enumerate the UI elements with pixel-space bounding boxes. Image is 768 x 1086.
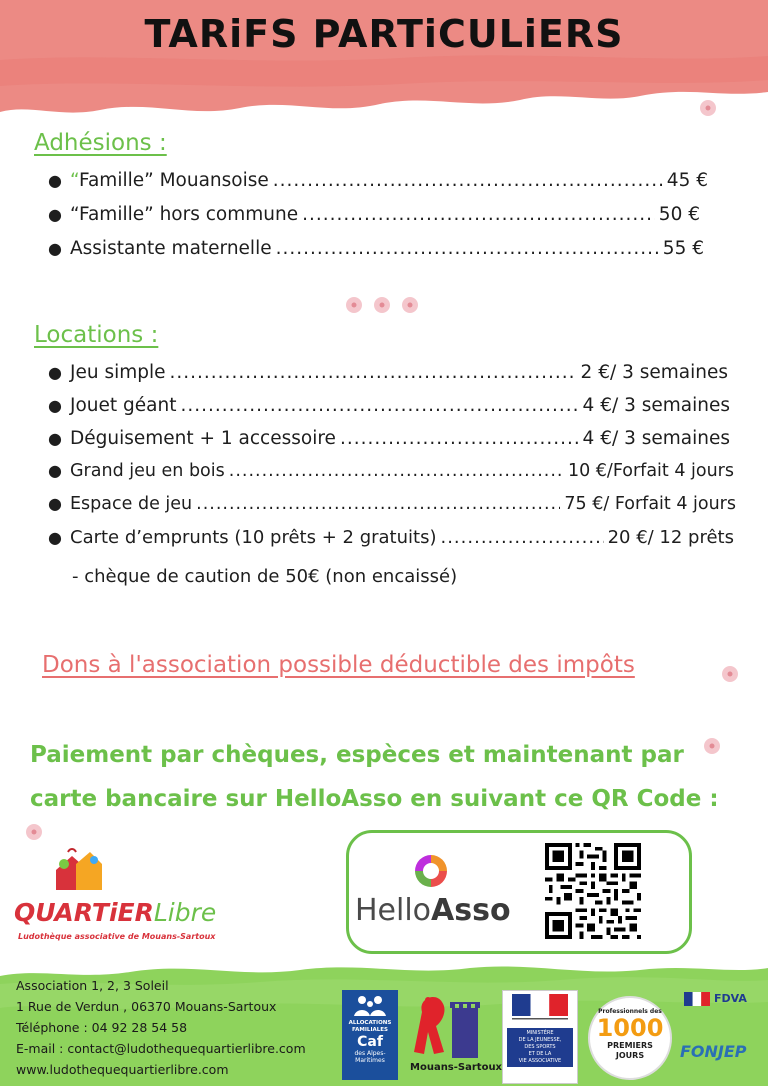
quartier-libre-logo [14,846,217,946]
logo-word-2: Libre [153,898,217,927]
price: 4 €/ 3 semaines [582,428,730,449]
list-item: ● Espace de jeu ..... 75 €/ Forfait 4 jours [48,494,736,527]
association-name: Association 1, 2, 3 Soleil [16,978,169,993]
flowers-divider-icon [340,294,420,316]
helloasso-hello: Hello [355,893,432,928]
leader-dots [229,461,564,481]
flag-icon [684,992,710,1012]
flower-icon [698,98,718,118]
flower-icon [720,664,740,684]
helloasso-asso: Asso [431,893,511,928]
leader-dots [302,204,655,225]
leader-dots [340,428,579,449]
leader-dots [276,238,659,259]
deposit-note: - chèque de caution de 50€ (non encaissé) [72,566,458,587]
helloasso-logo-icon [411,851,451,891]
leader-dots [273,170,663,191]
list-item: ● “Famille” Mouansoise ..... 45 € [48,170,708,204]
house-icon [46,846,106,894]
mouans-sartoux-logo: Mouans-Sartoux [410,992,490,1082]
leader-dots [196,494,560,514]
price: 2 €/ 3 semaines [580,362,728,383]
address: 1 Rue de Verdun , 06370 Mouans-Sartoux [16,999,277,1014]
list-item: ● Jouet géant ..... 4 €/ 3 semaines [48,395,730,428]
list-item: ● Assistante maternelle ..... 55 € [48,238,704,272]
phone[interactable]: Téléphone : 04 92 28 54 58 [16,1020,188,1035]
email[interactable]: E-mail : contact@ludothequequartierlibre.com [16,1041,306,1056]
leader-dots [440,527,603,548]
donation-note: Dons à l'association possible déductible des impôts [42,652,635,678]
helloasso-box [346,830,692,954]
premiers-jours-logo: Professionnels des 1000 PREMIERS JOURS [588,996,672,1080]
page-title: TARiFS PARTiCULiERS [144,12,624,56]
price: 75 €/ Forfait 4 jours [564,494,736,514]
locations-list [48,362,734,593]
price: 50 € [658,204,700,225]
list-item: ● Déguisement + 1 accessoire ..... 4 €/ 3 semaines [48,428,730,461]
fdva-fonjep-logos: FDVA FONJEP [680,992,747,1061]
logo-word-1: QUARTiER [14,898,154,927]
price: 55 € [662,238,704,259]
ministere-logo: MINISTÈRE DE LA JEUNESSE, DES SPORTS ET DE LA VIE ASSOCIATIVE [502,990,578,1084]
list-item: ● Jeu simple ..... 2 €/ 3 semaines [48,362,728,395]
payment-line-2: carte bancaire sur HelloAsso en suivant ce QR Code : [30,786,719,812]
price: 4 €/ 3 semaines [582,395,730,416]
list-item: ● Grand jeu en bois ..... 10 €/Forfait 4 jours [48,461,734,494]
qr-code[interactable] [545,843,641,939]
list-item: ● “Famille” hors commune ..... 50 € [48,204,700,238]
caf-logo: ALLOCATIONS FAMILIALES Caf des Alpes- Maritimes [342,990,398,1080]
price: 20 €/ 12 prêts [607,527,734,548]
price: 45 € [666,170,708,191]
adhesions-heading: Adhésions : [34,130,167,156]
marianne-flag-icon [512,994,568,1022]
flower-icon [24,822,44,842]
castle-icon [414,992,486,1058]
price: 10 €/Forfait 4 jours [567,461,734,481]
adhesions-list [48,170,708,272]
family-icon [350,994,390,1016]
leader-dots [180,395,578,416]
logo-tagline: Ludothèque associative de Mouans-Sartoux [18,932,216,941]
website-link[interactable]: www.ludothequequartierlibre.com [16,1062,229,1077]
list-item: ● Carte d’emprunts (10 prêts + 2 gratuits) ..... 20 €/ 12 prêts [48,527,734,560]
leader-dots [170,362,577,383]
locations-heading: Locations : [34,322,159,348]
payment-line-1: Paiement par chèques, espèces et maintenant par [30,742,684,768]
